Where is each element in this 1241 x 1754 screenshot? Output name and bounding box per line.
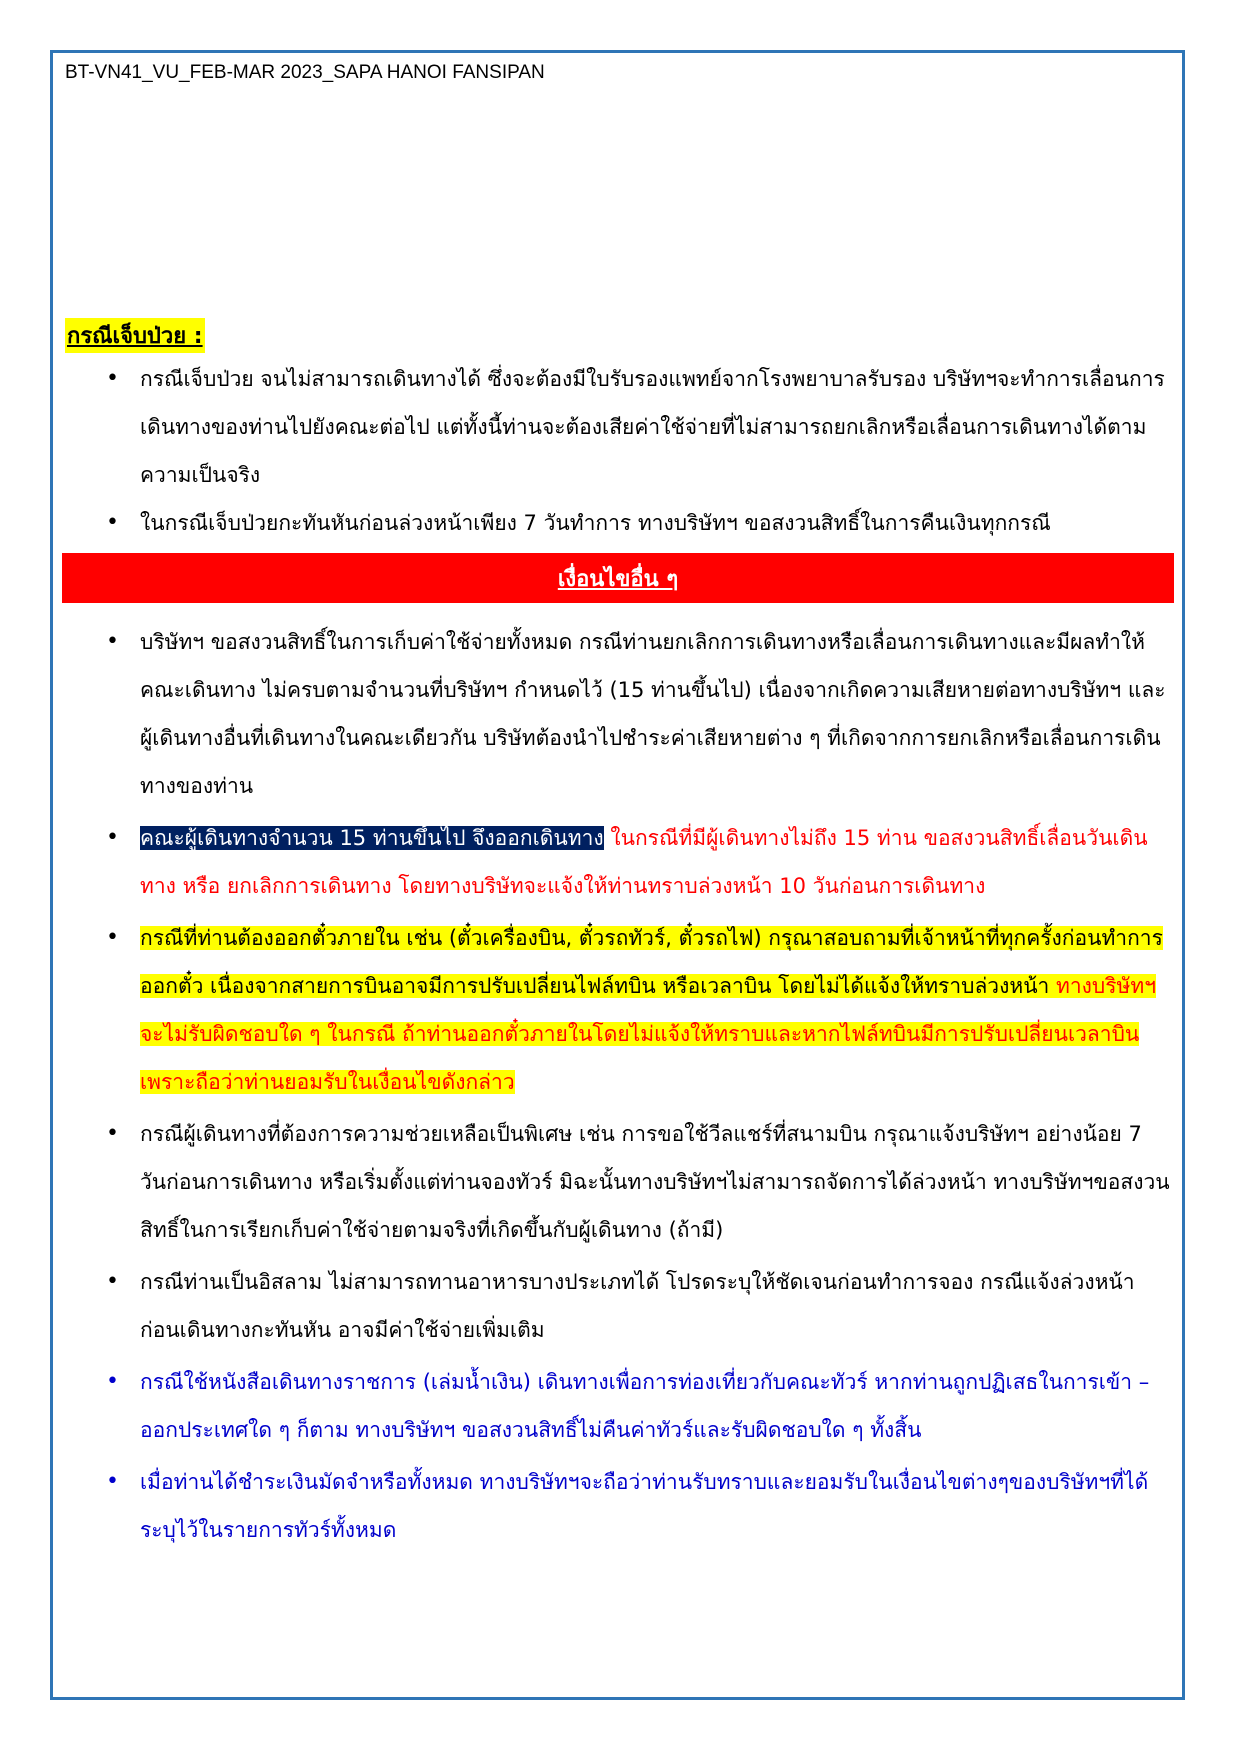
list-item-text: กรณีผู้เดินทางที่ต้องการความช่วยเหลือเป็นพิเศษ เช่น การขอใช้วีลแชร์ที่สนามบิน กรุณาแจ้งบริษัทฯ อย่างน้อย 7 วันก่อนการเดินทาง หรือเริ่มตั้งแต่ท่านจองทัวร์ มิฉะนั้นทางบริษัทฯไม่สามารถจัดการได้ล่วงหน้า ทางบริษัทฯขอสงวนสิทธิ์ในการเรียกเก็บค่าใช้จ่ายตามจริงที่เกิดขึ้นกับผู้เดินทาง (ถ้ามี) (140, 1122, 1170, 1242)
list-item (100, 1258, 1170, 1354)
list-item-text: กรณีเจ็บป่วย จนไม่สามารถเดินทางได้ ซึ่งจะต้องมีใบรับรองแพทย์จากโรงพยาบาลรับรอง บริษัทฯจะทำการเลื่อนการเดินทางของท่านไปยังคณะต่อไป แต่ทั้งนี้ท่านจะต้องเสียค่าใช้จ่ายที่ไม่สามารถยกเลิกหรือเลื่อนการเดินทางได้ตามความเป็นจริง (140, 367, 1165, 487)
list-item (100, 1358, 1170, 1454)
list-item (100, 618, 1170, 810)
other-section-title: เงื่อนไขอื่น ๆ (557, 566, 679, 592)
other-conditions-list (100, 618, 1170, 1554)
list-item-text: ในกรณีเจ็บป่วยกะทันหันก่อนล่วงหน้าเพียง 7 วันทำการ ทางบริษัทฯ ขอสงวนสิทธิ์ในการคืนเงินทุกกรณี (140, 511, 1051, 535)
bullet-icon: • (106, 925, 119, 950)
bullet-icon: • (106, 1369, 119, 1394)
bullet-icon: • (106, 1121, 119, 1146)
red-liability-notice: ทางบริษัทฯ จะไม่รับผิดชอบใด ๆ ในกรณี ถ้าท่านออกตั๋วภายในโดยไม่แจ้งให้ทราบและหากไฟล์ทบินมีการปรับเปลี่ยนเวลาบินเพราะถือว่าท่านยอมรับในเงื่อนไขดังกล่าว (140, 974, 1157, 1094)
bullet-icon: • (106, 510, 119, 535)
list-item-text: กรณีใช้หนังสือเดินทางราชการ (เล่มน้ำเงิน) เดินทางเพื่อการท่องเที่ยวกับคณะทัวร์ หากท่านถูกปฏิเสธในการเข้า – ออกประเทศใด ๆ ก็ตาม ทางบริษัทฯ ขอสงวนสิทธิ์ไม่คืนค่าทัวร์และรับผิดชอบใด ๆ ทั้งสิ้น (140, 1370, 1150, 1442)
list-item (100, 1110, 1170, 1254)
bullet-icon: • (106, 825, 119, 850)
list-item (100, 814, 1170, 910)
bullet-icon: • (106, 366, 119, 391)
bullet-icon: • (106, 1269, 119, 1294)
highlighted-ticket-notice: กรณีที่ท่านต้องออกตั๋วภายใน เช่น (ตั๋วเครื่องบิน, ตั๋วรถทัวร์, ตั๋วรถไฟ) กรุณาสอบถามที่เจ้าหน้าที่ทุกครั้งก่อนทำการออกตั๋ว เนื่องจากสายการบินอาจมีการปรับเปลี่ยนไฟล์ทบิน หรือเวลาบิน โดยไม่ได้แจ้งให้ทราบล่วงหน้า (140, 926, 1163, 998)
red-postpone-notice: ในกรณีที่มีผู้เดินทางไม่ถึง 15 ท่าน ขอสงวนสิทธิ์เลื่อนวันเดินทาง หรือ ยกเลิกการเดินทาง โดยทางบริษัทจะแจ้งให้ท่านทราบล่วงหน้า 10 วันก่อนการเดินทาง (140, 826, 1148, 898)
list-item (100, 914, 1170, 1106)
bullet-icon: • (106, 629, 119, 654)
other-conditions-banner (62, 553, 1174, 603)
bullet-icon: • (106, 1469, 119, 1494)
document-header: BT-VN41_VU_FEB-MAR 2023_SAPA HANOI FANSIPAN (65, 62, 545, 83)
highlighted-min-travelers: คณะผู้เดินทางจำนวน 15 ท่านขึ้นไป จึงออกเดินทาง (140, 826, 604, 850)
list-item-text: กรณีท่านเป็นอิสลาม ไม่สามารถทานอาหารบางประเภทได้ โปรดระบุให้ชัดเจนก่อนทำการจอง กรณีแจ้งล่วงหน้าก่อนเดินทางกะทันหัน อาจมีค่าใช้จ่ายเพิ่มเติม (140, 1270, 1135, 1342)
sick-section-title: กรณีเจ็บป่วย : (65, 318, 205, 353)
list-item (100, 499, 1170, 547)
list-item (100, 1458, 1170, 1554)
list-item-text: บริษัทฯ ขอสงวนสิทธิ์ในการเก็บค่าใช้จ่ายทั้งหมด กรณีท่านยกเลิกการเดินทางหรือเลื่อนการเดินทางและมีผลทำให้คณะเดินทาง ไม่ครบตามจำนวนที่บริษัทฯ กำหนดไว้ (15 ท่านขึ้นไป) เนื่องจากเกิดความเสียหายต่อทางบริษัทฯ และผู้เดินทางอื่นที่เดินทางในคณะเดียวกัน บริษัทต้องนำไปชำระค่าเสียหายต่าง ๆ ที่เกิดจากการยกเลิกหรือเลื่อนการเดินทางของท่าน (140, 630, 1166, 798)
list-item-text: เมื่อท่านได้ชำระเงินมัดจำหรือทั้งหมด ทางบริษัทฯจะถือว่าท่านรับทราบและยอมรับในเงื่อนไขต่างๆของบริษัทฯที่ได้ระบุไว้ในรายการทัวร์ทั้งหมด (140, 1470, 1149, 1542)
list-item (100, 355, 1170, 499)
sick-conditions-list (100, 355, 1170, 547)
